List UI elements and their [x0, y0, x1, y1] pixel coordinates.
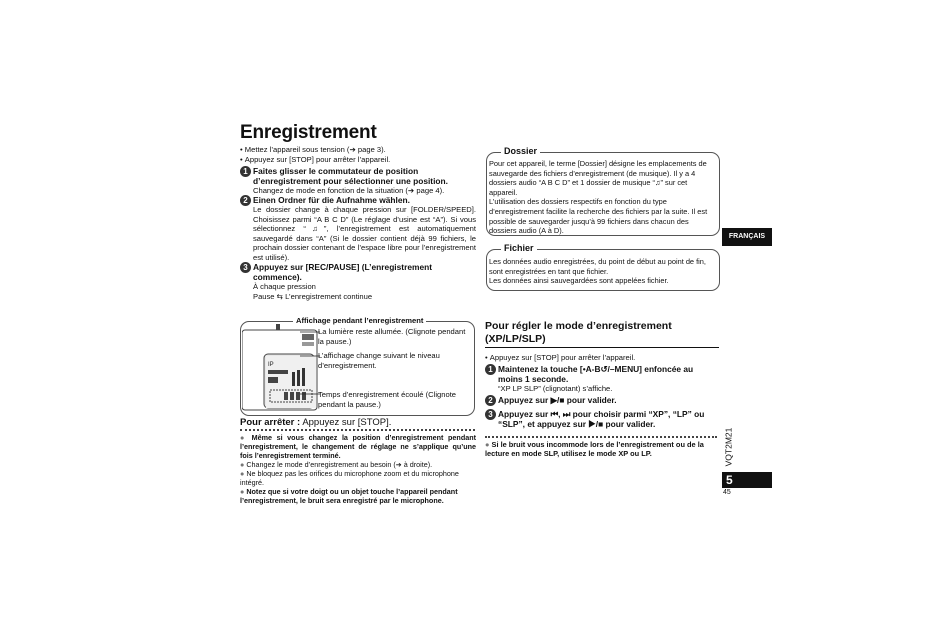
- step-3: [240, 262, 476, 301]
- dotted-divider: [485, 436, 717, 438]
- note-item: ● Ne bloquez pas les orifices du microphone zoom et du microphone intégré.: [240, 469, 476, 487]
- notes-left: [240, 433, 476, 505]
- step-number: 1: [485, 364, 496, 375]
- step-body: Le dossier change à chaque pression sur [FOLDER/SPEED]. Choisissez parmi “A B C D” (Le réglage d’usine est “A”). Si vous sélectionnez “♫”, l’enregistrement est automatiquement sauvegardé dans “A” (Si le dossier contient déjà 99 fichiers, le prochain dossier contenant de l’espace libre pour l’enregistrement est utilisé).: [253, 205, 476, 262]
- mode-note: ● Si le bruit vous incommode lors de l’enregistrement ou de la lecture en mode SLP, utilisez le mode XP ou LP.: [485, 440, 719, 459]
- doc-code: VQT2M21: [723, 427, 734, 467]
- doc-code-wrap: [721, 428, 735, 468]
- language-tab: FRANÇAIS: [722, 228, 772, 246]
- page-number: 5: [722, 472, 772, 488]
- step-title: Appuyez sur [REC/PAUSE] (L’enregistrement commence).: [253, 262, 433, 282]
- intro-item: • Appuyez sur [STOP] pour arrêter l’appareil.: [240, 155, 475, 165]
- step-body: À chaque pression Pause ⇆ L’enregistrement continue: [253, 282, 373, 301]
- dossier-title: Dossier: [501, 146, 540, 156]
- mode-rule: [485, 347, 719, 348]
- fichier-text: Les données audio enregistrées, du point de début au point de fin, sont enregistrées en tant que fichier. Les données ainsi sauvegardées sont appelées fichier.: [489, 257, 706, 286]
- step-title: Appuyez sur ▶/■ pour valider.: [498, 395, 617, 405]
- callout-level: L’affichage change suivant le niveau d’enregistrement.: [318, 351, 440, 370]
- dotted-divider: [240, 429, 475, 431]
- stop-instruction: [240, 417, 391, 428]
- stop-label: Pour arrêter :: [240, 417, 301, 428]
- mode-step-3: [485, 409, 719, 429]
- display-box-title: Affichage pendant l’enregistrement: [293, 316, 426, 325]
- fichier-title: Fichier: [501, 243, 537, 253]
- step-body: “XP LP SLP” (clignotant) s’affiche.: [498, 384, 613, 393]
- dossier-text: Pour cet appareil, le terme [Dossier] désigne les emplacements de sauvegarde des fichiers d’enregistrement (de musique). Il y a 4 dossiers audio “A B C D” et 1 dossier de musique “♫” sur cet appareil. L’utilisation des dossiers respectifs en fonction du type d’enregistrement facilite la recherche des fichiers par la suite. Il est possible de sauvegarder jusqu’à 99 fichiers dans chacun des dossiers audio (A à D).: [489, 159, 708, 236]
- step-title: Maintenez la touche [•A-B↺/–MENU] enfoncée au moins 1 seconde.: [498, 364, 694, 384]
- step-number: 3: [485, 409, 496, 420]
- svg-text:IP: IP: [268, 362, 274, 368]
- mode-title: Pour régler le mode d’enregistrement (XP/LP/SLP): [485, 320, 672, 345]
- note-item: ● Changez le mode d’enregistrement au besoin (➔ à droite).: [240, 460, 476, 469]
- step-body: Changez de mode en fonction de la situation (➔ page 4).: [253, 186, 445, 195]
- mode-step-2: [485, 395, 719, 405]
- step-2: [240, 195, 476, 263]
- step-number: 1: [240, 166, 251, 177]
- callout-time: Temps d’enregistrement écoulé (Clignote pendant la pause.): [318, 390, 457, 409]
- step-title: Einen Ordner für die Aufnahme wählen.: [253, 195, 410, 205]
- page-sub-number: 45: [723, 489, 731, 496]
- page-title: Enregistrement: [240, 122, 377, 143]
- callout-light: La lumière reste allumée. (Clignote pendant la pause.): [318, 327, 466, 346]
- mode-intro: • Appuyez sur [STOP] pour arrêter l’appareil.: [485, 353, 719, 363]
- step-title: Faites glisser le commutateur de position d’enregistrement pour sélectionner une position.: [253, 166, 448, 186]
- step-number: 2: [485, 395, 496, 406]
- intro-item: • Mettez l’appareil sous tension (➔ page 3).: [240, 145, 475, 155]
- note-item: ● Même si vous changez la position d’enregistrement pendant l’enregistrement, le changement de réglage ne s’applique qu’une fois l’enregistrement terminé.: [240, 433, 476, 460]
- step-number: 3: [240, 262, 251, 273]
- note-item: ● Notez que si votre doigt ou un objet touche l’appareil pendant l’enregistrement, le bruit sera enregistré par le microphone.: [240, 487, 476, 505]
- mode-step-1: [485, 364, 719, 394]
- step-title: Appuyez sur ⏮, ⏭ pour choisir parmi “XP”, “LP” ou “SLP”, et appuyez sur ▶/■ pour valider.: [498, 409, 705, 429]
- step-number: 2: [240, 195, 251, 206]
- stop-text: Appuyez sur [STOP].: [302, 417, 392, 428]
- step-1: [240, 166, 476, 196]
- intro-list: [240, 145, 475, 164]
